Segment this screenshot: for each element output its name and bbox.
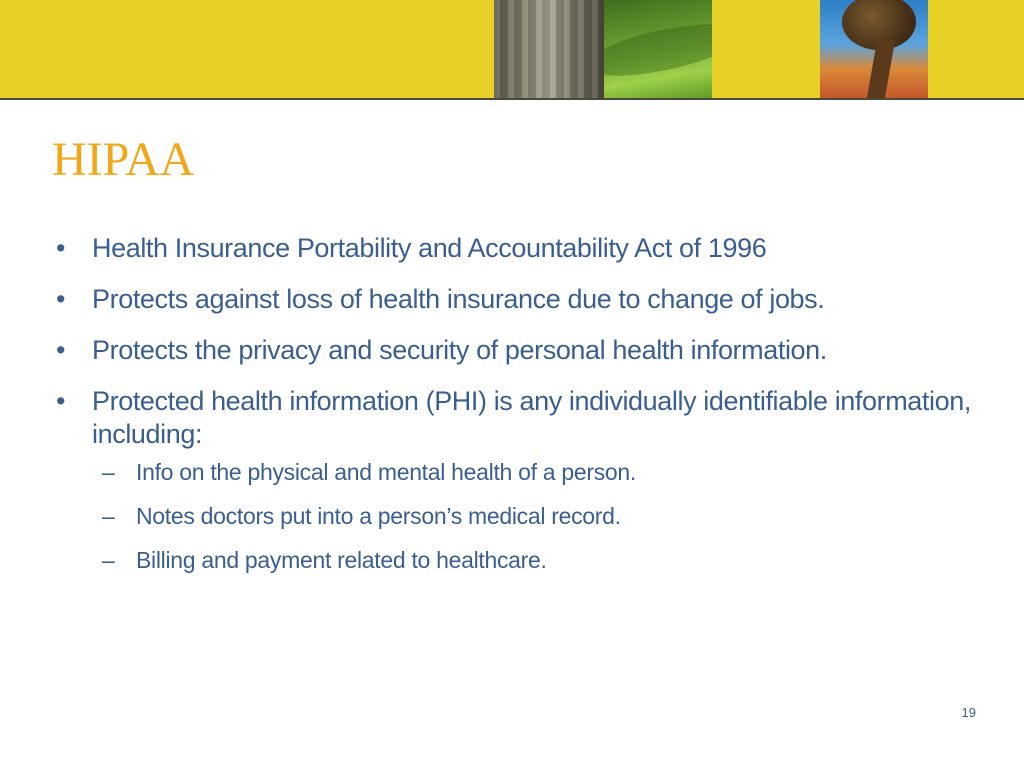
curtain-photo <box>494 0 604 98</box>
sub-bullet-list <box>102 459 976 573</box>
sub-bullet-marker: – <box>102 459 115 485</box>
bullet-text: Health Insurance Portability and Accountability Act of 1996 <box>92 233 767 263</box>
green-hills-photo <box>604 0 712 98</box>
bullet-item <box>56 283 976 316</box>
bullet-list <box>56 232 976 591</box>
tree-photo <box>820 0 928 98</box>
bullet-item <box>56 232 976 265</box>
sub-bullet-item <box>102 459 976 485</box>
sub-bullet-text: Notes doctors put into a person’s medical record. <box>136 503 621 529</box>
bullet-marker: • <box>56 233 66 263</box>
sub-bullet-marker: – <box>102 503 115 529</box>
bullet-marker: • <box>56 335 66 365</box>
bullet-text: Protected health information (PHI) is any individually identifiable information, including: <box>92 386 971 449</box>
header-divider <box>0 98 1024 100</box>
bullet-item <box>56 334 976 367</box>
bullet-text: Protects the privacy and security of personal health information. <box>92 335 827 365</box>
sub-bullet-text: Billing and payment related to healthcare. <box>136 547 547 573</box>
slide-title: HIPAA <box>52 133 195 186</box>
sub-bullet-item <box>102 503 976 529</box>
bullet-item <box>56 385 976 573</box>
sub-bullet-item <box>102 547 976 573</box>
sub-bullet-marker: – <box>102 547 115 573</box>
bullet-marker: • <box>56 386 66 416</box>
sub-bullet-text: Info on the physical and mental health of a person. <box>136 459 636 485</box>
bullet-text: Protects against loss of health insurance due to change of jobs. <box>92 284 825 314</box>
bullet-marker: • <box>56 284 66 314</box>
page-number: 19 <box>961 705 976 720</box>
